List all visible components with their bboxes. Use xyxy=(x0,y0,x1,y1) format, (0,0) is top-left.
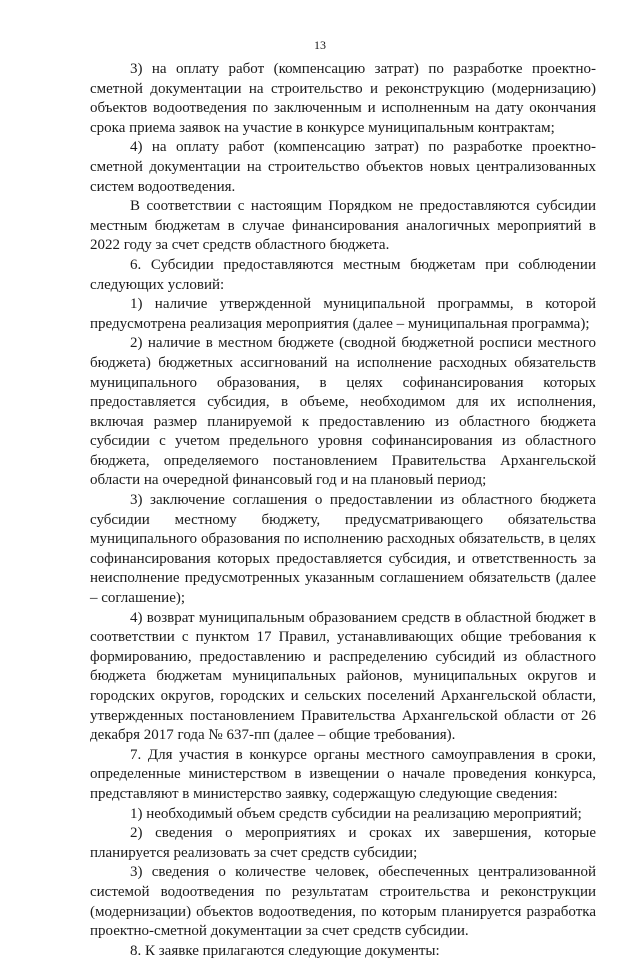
paragraph-8: 4) возврат муниципальным образованием средств в областной бюджет в соответствии с пунктом 17 Правил, устанавливающих общие требования к формированию, предоставлению и распределению субсидий из областного бюджета бюджетам муниципальных районов, муниципальных округов и городских округов, городских и сельских поселений Архангельской области, утвержденных постановлением Правительства Архангельской области от 26 декабря 2017 года № 637-пп (далее – общие требования). xyxy=(90,609,596,744)
paragraph-5: 1) наличие утвержденной муниципальной программы, в которой предусмотрена реализация мероприятия (далее – муниципальная программа); xyxy=(90,296,596,332)
paragraph-10: 1) необходимый объем средств субсидии на реализацию мероприятий; xyxy=(130,805,582,822)
paragraph-7: 3) заключение соглашения о предоставлении из областного бюджета субсидии местному бюджету, предусматривающего обязательства муниципального образования по исполнению расходных обязательств, в целях софинансирования которых предоставляется субсидия, и ответственность за неисполнение предусмотренных указанным соглашением обязательств (далее – соглашение); xyxy=(90,492,596,607)
paragraph-6: 2) наличие в местном бюджете (сводной бюджетной росписи местного бюджета) бюджетных ассигнований на исполнение расходных обязательств муниципального образования, в целях софинансирования которых предоставляется субсидия, в объеме, необходимом для их исполнения, включая размер планируемой к предоставлению из областного бюджета субсидии с учетом предельного уровня софинансирования из областного бюджета, определяемого постановлением Правительства Архангельской области на очередной финансовый год и на плановый период; xyxy=(90,335,596,489)
paragraph-3: В соответствии с настоящим Порядком не предоставляются субсидии местным бюджетам в случае финансирования аналогичных мероприятий в 2022 году за счет средств областного бюджета. xyxy=(90,198,596,254)
paragraph-9: 7. Для участия в конкурсе органы местного самоуправления в сроки, определенные министерством в извещении о начале проведения конкурса, представляют в министерство заявку, содержащую следующие сведения: xyxy=(90,746,596,802)
paragraph-13: 8. К заявке прилагаются следующие документы: xyxy=(130,942,440,959)
paragraph-2: 4) на оплату работ (компенсацию затрат) по разработке проектно-сметной документации на строительство объектов новых централизованных систем водоотведения. xyxy=(90,139,596,195)
paragraph-11: 2) сведения о мероприятиях и сроках их завершения, которые планируется реализовать за счет средств субсидии; xyxy=(90,825,596,861)
page-number: 13 xyxy=(314,38,326,52)
body-text xyxy=(90,60,596,961)
paragraph-12: 3) сведения о количестве человек, обеспеченных централизованной системой водоотведения по результатам строительства и реконструкции (модернизации) объектов водоотведения, по которым планируется разработка проектно-сметной документации за счет средств субсидии. xyxy=(90,864,596,940)
paragraph-4: 6. Субсидии предоставляются местным бюджетам при соблюдении следующих условий: xyxy=(90,256,596,293)
paragraph-1: 3) на оплату работ (компенсацию затрат) по разработке проектно-сметной документации на строительство и реконструкцию (модернизацию) объектов водоотведения по заключенным и исполненным на дату окончания срока приема заявок на участие в конкурсе муниципальным контрактам; xyxy=(90,61,596,136)
